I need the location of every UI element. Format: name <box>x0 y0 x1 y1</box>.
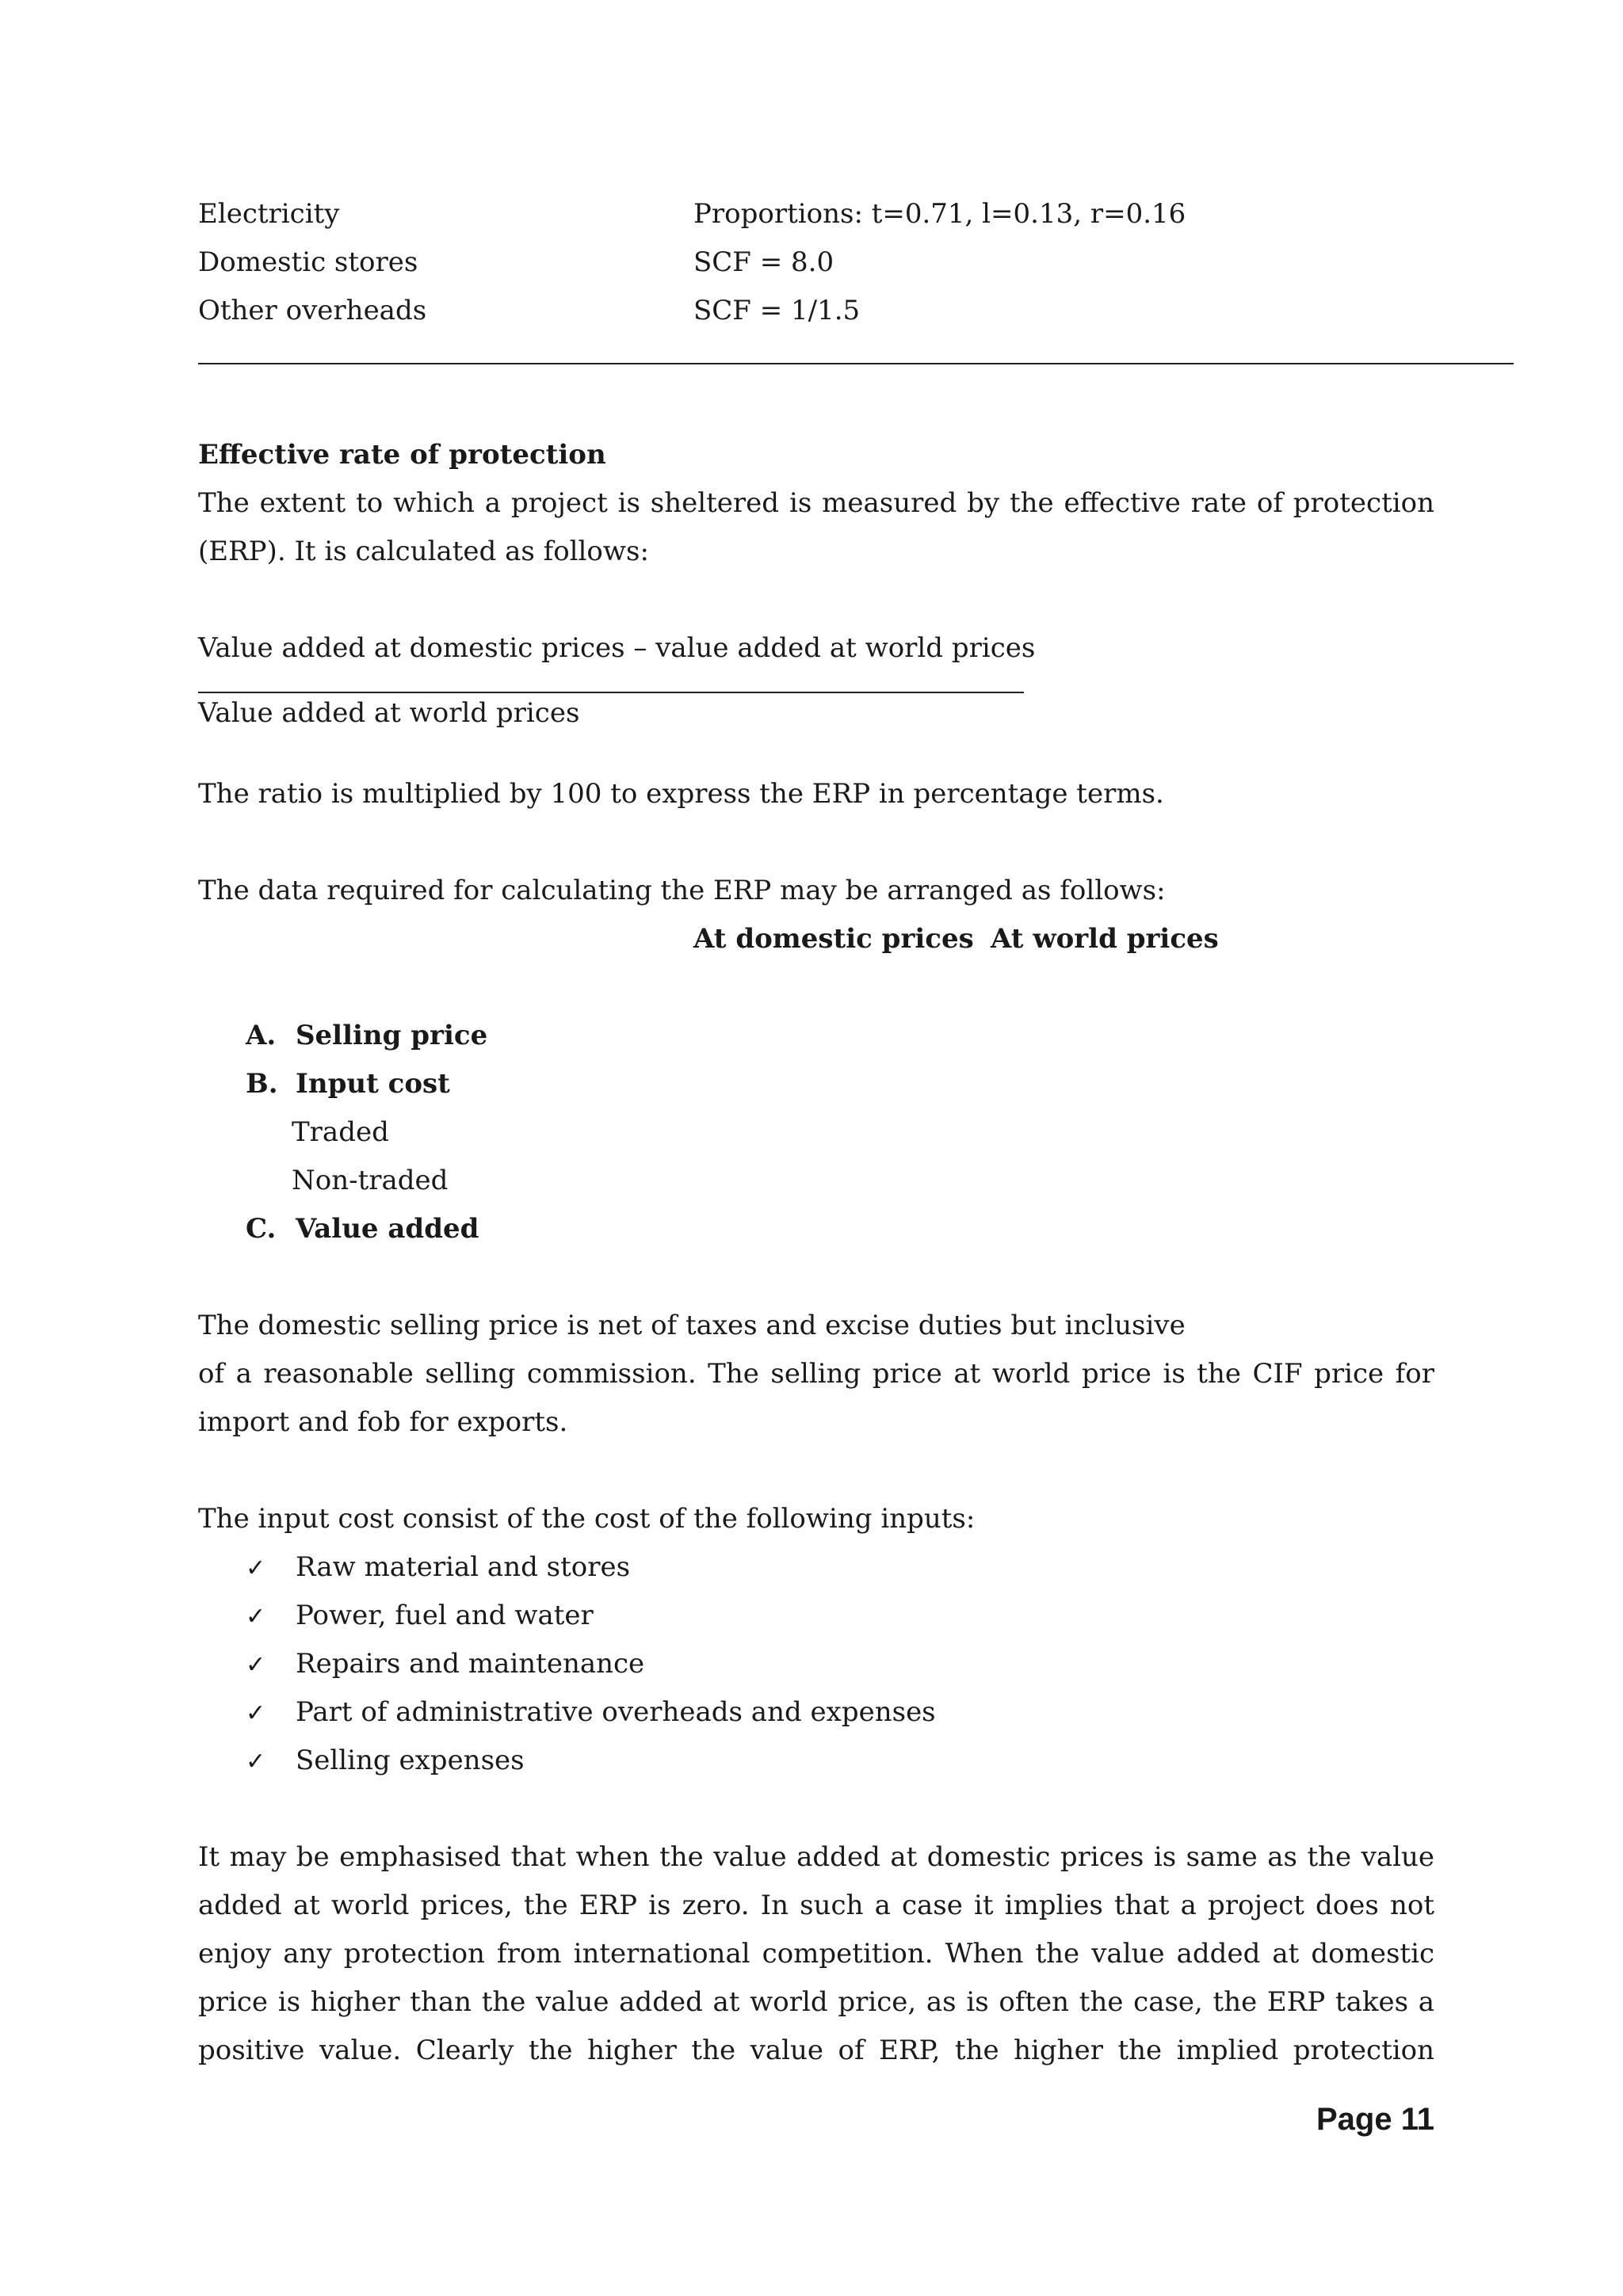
list-item <box>246 1060 450 1108</box>
list-label: Selling price <box>296 1020 488 1051</box>
list-label: Input cost <box>296 1068 450 1100</box>
section-heading: Effective rate of protection <box>198 439 606 471</box>
data-intro: The data required for calculating the ERP may be arranged as follows: <box>198 875 1166 906</box>
row-item: Electricity <box>198 198 340 230</box>
checklist-label: Repairs and maintenance <box>296 1648 645 1680</box>
check-icon: ✓ <box>246 1699 266 1727</box>
checklist-label: Selling expenses <box>296 1745 525 1776</box>
list-marker: B. <box>246 1068 278 1100</box>
check-icon: ✓ <box>246 1651 266 1679</box>
list-marker: C. <box>246 1213 277 1245</box>
table-row <box>198 190 1506 238</box>
list-label: Value added <box>296 1213 479 1245</box>
sub-list-item: Traded <box>292 1116 389 1148</box>
checklist-item <box>246 1543 630 1592</box>
check-icon: ✓ <box>246 1748 266 1775</box>
section-intro: The extent to which a project is sheltered is measured by the effective rate of protection (ERP). It is calculated as follows: <box>198 487 1434 567</box>
list-item <box>246 1012 487 1060</box>
row-value: SCF = 1/1.5 <box>693 295 861 326</box>
table-row <box>198 287 1506 335</box>
column-header-world: At world prices <box>991 923 1219 955</box>
row-value: Proportions: t=0.71, l=0.13, r=0.16 <box>693 198 1186 230</box>
table-bottom-rule <box>198 363 1514 364</box>
checklist-label: Raw material and stores <box>296 1551 631 1583</box>
sub-list-item: Non-traded <box>292 1165 449 1196</box>
selling-price-rest: of a reasonable selling commission. The selling price at world price is the CIF price for import and fob for exports. <box>198 1358 1434 1438</box>
list-item <box>246 1205 479 1253</box>
ratio-note: The ratio is multiplied by 100 to express the ERP in percentage terms. <box>198 778 1164 810</box>
checklist-label: Power, fuel and water <box>296 1600 594 1631</box>
checklist-item <box>246 1688 936 1737</box>
column-header-domestic: At domestic prices <box>693 923 974 955</box>
page-number: Page 11 <box>1316 2102 1434 2137</box>
checklist-label: Part of administrative overheads and expenses <box>296 1696 936 1728</box>
table-row <box>198 238 1506 287</box>
checklist-item <box>246 1737 525 1786</box>
formula-denominator: Value added at world prices <box>198 697 580 729</box>
closing-paragraph: It may be emphasised that when the value added at domestic prices is same as the value added at world prices, the ERP is zero. In such a case it implies that a project does not enjoy any protection from international competition. When the value added at domestic price is higher than the value added at world price, as is often the case, the ERP takes a positive value. Clearly the higher the value of ERP, the higher the implied protection <box>198 1841 1434 2066</box>
formula-numerator: Value added at domestic prices – value added at world prices <box>198 632 1036 664</box>
row-item: Domestic stores <box>198 246 418 278</box>
list-marker: A. <box>246 1020 277 1051</box>
row-value: SCF = 8.0 <box>693 246 834 278</box>
check-icon: ✓ <box>246 1554 266 1582</box>
selling-price-line1: The domestic selling price is net of taxes and excise duties but inclusive <box>198 1310 1186 1341</box>
checklist-item <box>246 1640 644 1689</box>
checklist-item <box>246 1592 594 1641</box>
check-icon: ✓ <box>246 1603 266 1630</box>
row-item: Other overheads <box>198 295 427 326</box>
input-intro: The input cost consist of the cost of the following inputs: <box>198 1503 976 1535</box>
